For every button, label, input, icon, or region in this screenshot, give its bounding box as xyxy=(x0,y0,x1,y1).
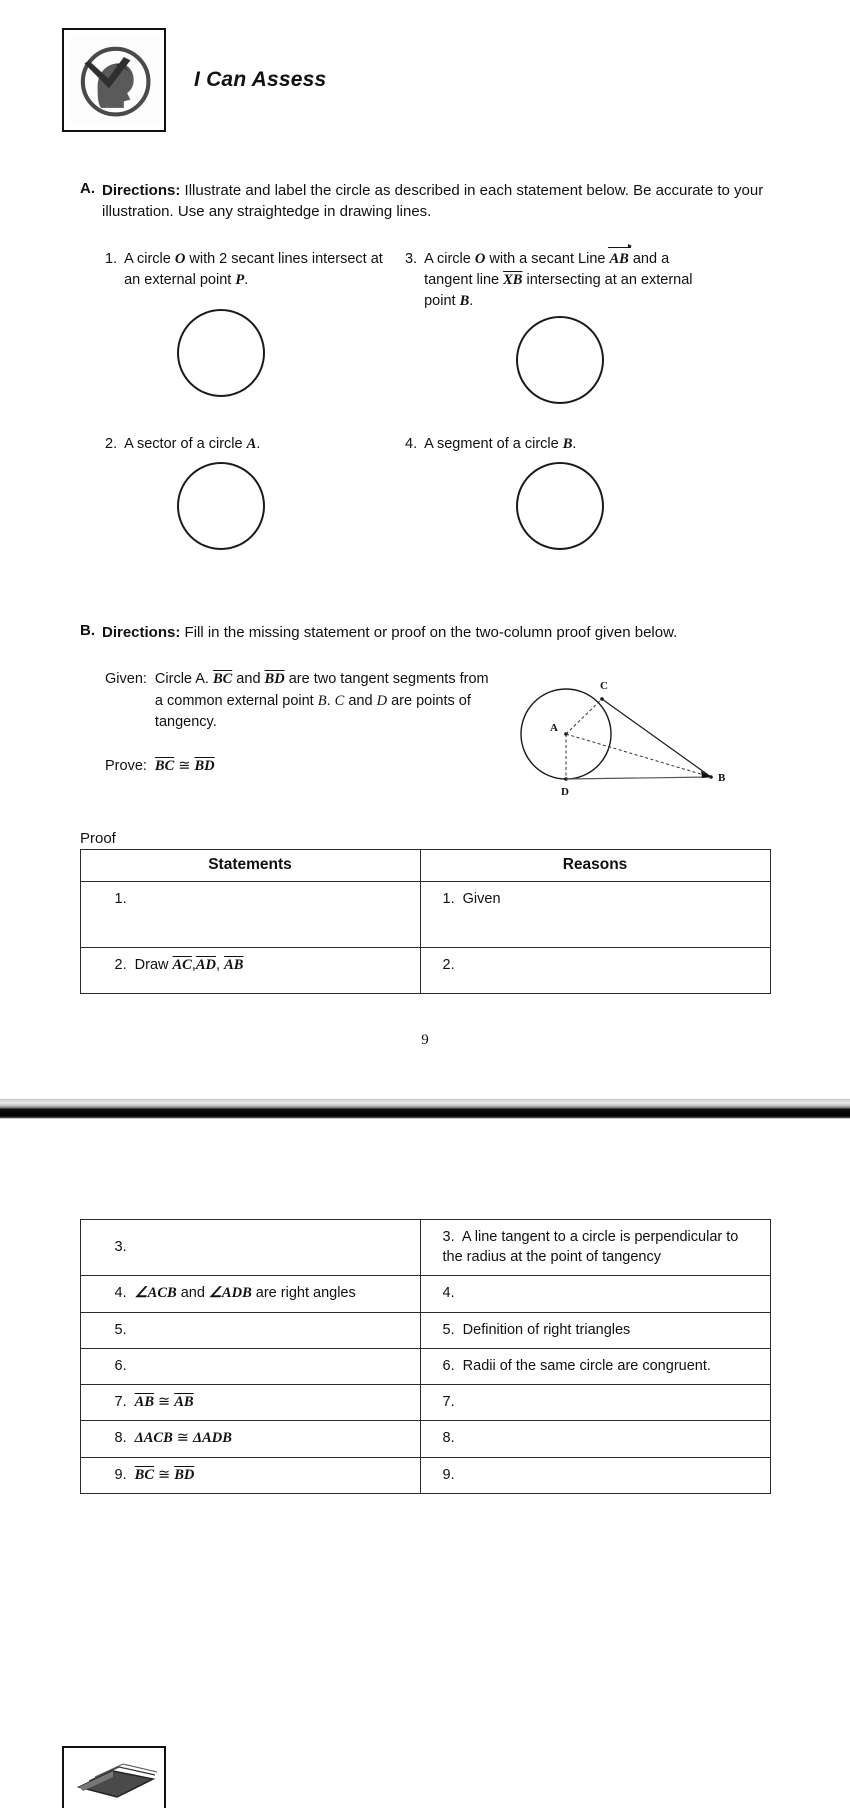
given-prove-text xyxy=(105,669,500,778)
congruent-symbol: ≅ xyxy=(178,758,191,775)
item-4-part-0: A segment of a circle xyxy=(424,435,563,452)
given-point-d: D xyxy=(376,692,388,709)
reason-cell-4[interactable] xyxy=(420,1276,770,1312)
section-a-directions-label: Directions xyxy=(102,182,176,199)
item-2-part-0: A sector of a circle xyxy=(124,435,247,452)
reason-number-3: 3. xyxy=(442,1228,455,1245)
item-1-text xyxy=(105,249,395,305)
statement-cell-8[interactable]: 8. ΔACB ≅ ΔADB xyxy=(80,1421,420,1457)
section-b-directions-label: Directions xyxy=(102,623,176,641)
statement-number-7: 7. xyxy=(114,1394,127,1411)
section-a-letter: A. xyxy=(80,180,95,197)
reason-text-5: Definition of right triangles xyxy=(462,1321,631,1338)
i-can-assess-logo-box xyxy=(62,28,166,132)
given-prove-block xyxy=(80,669,780,802)
head-profile-checkmark-icon xyxy=(69,35,159,125)
circle-shape xyxy=(516,316,604,404)
item-1-number: 1. xyxy=(105,250,118,267)
reason-number-4: 4. xyxy=(442,1285,455,1302)
statement-cell-5[interactable] xyxy=(80,1312,420,1348)
statement-number-1: 1. xyxy=(114,890,127,907)
reason-cell-1[interactable] xyxy=(420,881,770,947)
statement-cell-9[interactable]: 9. $\overline{BC}$ ≅ $\overline{BD}$ xyxy=(80,1457,420,1493)
item-1-point-label: P xyxy=(235,271,245,288)
given-part-3: are two tangent segments from a common external point xyxy=(154,670,489,709)
item-1-drawing-area xyxy=(105,305,395,417)
svg-text:D: D xyxy=(561,785,569,797)
proof-caption: Proof xyxy=(80,829,116,847)
proof-table-header-row xyxy=(80,849,770,881)
item-1-body xyxy=(124,249,395,305)
item-3-part-6: intersecting at an external point xyxy=(424,271,693,309)
reason-number-5: 5. xyxy=(442,1321,455,1338)
given-segment-bc: $\overline{BC}$ xyxy=(212,670,233,687)
reason-text-3: A line tangent to a circle is perpendicular to the radius at the point of tangency xyxy=(442,1228,739,1265)
statement-cell-3[interactable] xyxy=(80,1219,420,1276)
reason-number-9: 9. xyxy=(442,1466,455,1483)
statement-number-5: 5. xyxy=(114,1321,127,1338)
item-3-text xyxy=(405,249,715,312)
svg-text:A: A xyxy=(550,721,558,734)
item-3-point-label: B xyxy=(459,292,470,309)
item-3-secant-line-label: AB xyxy=(609,249,628,270)
item-3-drawing-area xyxy=(405,312,715,424)
reason-text-6: Radii of the same circle are congruent. xyxy=(462,1357,711,1374)
item-4-number: 4. xyxy=(405,435,418,452)
table-row xyxy=(80,947,770,993)
item-4-part-2: . xyxy=(572,435,577,452)
reason-cell-2[interactable] xyxy=(420,947,770,993)
prove-body xyxy=(155,756,500,778)
statement-number-2: 2. xyxy=(114,956,127,973)
reason-cell-8[interactable] xyxy=(420,1421,770,1457)
prove-statement xyxy=(105,756,500,778)
svg-text:C: C xyxy=(600,679,608,692)
section-a-directions-colon: : xyxy=(175,182,181,199)
section-a-directions-body: Illustrate and label the circle as described in each statement below. Be accurate to your illustration. Use any straightedge in drawing lines. xyxy=(102,182,764,221)
open-book-icon xyxy=(62,1746,166,1808)
section-b-directions-colon: : xyxy=(175,623,181,641)
given-part-4: . xyxy=(326,692,335,709)
item-4-body xyxy=(424,434,715,458)
item-3-circle-label: O xyxy=(474,250,486,267)
item-3-body xyxy=(424,249,715,312)
reason-number-8: 8. xyxy=(442,1430,455,1447)
reason-cell-3[interactable] xyxy=(420,1219,770,1276)
statement-cell-4[interactable]: 4. ∠ACB and ∠ADB are right angles xyxy=(80,1276,420,1312)
section-a-items xyxy=(80,249,780,570)
section-b-directions-text xyxy=(102,622,677,643)
table-row xyxy=(80,1276,770,1312)
reason-number-1: 1. xyxy=(442,890,455,907)
section-a-directions xyxy=(80,180,780,223)
reason-number-7: 7. xyxy=(442,1394,455,1411)
given-segment-bd: $\overline{BD}$ xyxy=(264,670,285,687)
item-2-circle-label: A xyxy=(246,435,257,452)
tangent-segments-figure xyxy=(500,669,780,802)
given-body xyxy=(155,669,500,734)
table-row xyxy=(80,1457,770,1493)
item-2-text xyxy=(105,434,395,458)
reason-cell-9[interactable] xyxy=(420,1457,770,1493)
reason-number-2: 2. xyxy=(442,956,455,973)
statement-number-8: 8. xyxy=(114,1430,127,1447)
statement-cell-1[interactable] xyxy=(80,881,420,947)
table-row xyxy=(80,1219,770,1276)
section-a xyxy=(0,180,850,570)
prove-segment-bc: $\overline{BC}$ xyxy=(154,758,175,775)
circle-shape xyxy=(177,309,265,397)
section-a-directions-text xyxy=(102,180,780,223)
item-3 xyxy=(405,249,715,424)
reason-number-6: 6. xyxy=(442,1357,455,1374)
proof-table-page1 xyxy=(80,849,771,994)
page-break-divider xyxy=(0,1095,850,1121)
statement-cell-2[interactable]: 2. Draw $\overline{AC},\overline{AD}$, $\overline{AB}$ xyxy=(80,947,420,993)
circle-shape xyxy=(177,462,265,550)
section-b-letter: B. xyxy=(80,621,95,639)
section-b-directions-body: Fill in the missing statement or proof on the two-column proof given below. xyxy=(180,623,678,641)
item-4-drawing-area xyxy=(405,458,715,570)
proof-table-page2 xyxy=(80,1219,771,1494)
page2-top-spacer xyxy=(0,1121,850,1217)
item-1-circle-label: O xyxy=(174,250,186,267)
given-point-c: C xyxy=(334,692,345,709)
table-row xyxy=(80,1348,770,1384)
given-point-b: B xyxy=(317,692,327,709)
reason-cell-5[interactable] xyxy=(420,1312,770,1348)
table-row xyxy=(80,1312,770,1348)
item-4-circle-label: B xyxy=(562,435,573,452)
given-part-1: Circle A. xyxy=(154,670,213,687)
section-b xyxy=(0,622,850,802)
item-1-part-4: . xyxy=(244,271,249,288)
item-3-part-4: and a tangent line xyxy=(424,250,670,288)
item-1 xyxy=(105,249,395,424)
column-header-reasons: Reasons xyxy=(420,849,770,881)
svg-text:B: B xyxy=(718,771,726,784)
prove-segment-bd: $\overline{BD}$ xyxy=(194,758,215,775)
section-b-directions xyxy=(80,622,780,643)
reason-cell-6[interactable] xyxy=(420,1348,770,1384)
item-4 xyxy=(405,434,715,570)
item-2-drawing-area xyxy=(105,458,395,570)
item-2-number: 2. xyxy=(105,435,118,452)
statement-cell-6[interactable] xyxy=(80,1348,420,1384)
statement-number-4: 4. xyxy=(114,1285,127,1302)
item-2-part-2: . xyxy=(256,435,261,452)
table-row xyxy=(80,1421,770,1457)
statement-number-6: 6. xyxy=(114,1357,127,1374)
item-1-part-0: A circle xyxy=(124,250,175,267)
item-4-text xyxy=(405,434,715,458)
item-3-number: 3. xyxy=(405,250,418,267)
item-3-part-2: with a secant Line xyxy=(485,250,610,267)
prove-label: Prove: xyxy=(105,758,147,775)
statement-number-9: 9. xyxy=(114,1466,127,1483)
given-part-5: and xyxy=(344,692,377,709)
given-statement xyxy=(105,669,500,734)
page-title: I Can Assess xyxy=(194,68,327,91)
given-part-2: and xyxy=(232,670,265,687)
reason-text-1: Given xyxy=(462,890,501,907)
circle-shape xyxy=(516,462,604,550)
item-3-tangent-line-label: $\overline{XB}$ xyxy=(503,271,523,288)
reason-cell-7[interactable] xyxy=(420,1385,770,1421)
given-label: Given: xyxy=(105,670,147,687)
given-part-6: are points of tangency. xyxy=(154,692,471,731)
page-header xyxy=(0,0,850,132)
column-header-statements: Statements xyxy=(80,849,420,881)
statement-number-3: 3. xyxy=(114,1238,127,1255)
statement-cell-7[interactable]: 7. $\overline{AB}$ ≅ $\overline{AB}$ xyxy=(80,1385,420,1421)
item-2 xyxy=(105,434,395,570)
item-1-part-2: with 2 secant lines intersect at an external point xyxy=(124,250,383,288)
item-3-part-8: . xyxy=(469,292,474,309)
item-3-part-0: A circle xyxy=(424,250,475,267)
table-row xyxy=(80,1385,770,1421)
table-row xyxy=(80,881,770,947)
page-number: 9 xyxy=(421,1031,429,1048)
item-2-body xyxy=(124,434,395,458)
